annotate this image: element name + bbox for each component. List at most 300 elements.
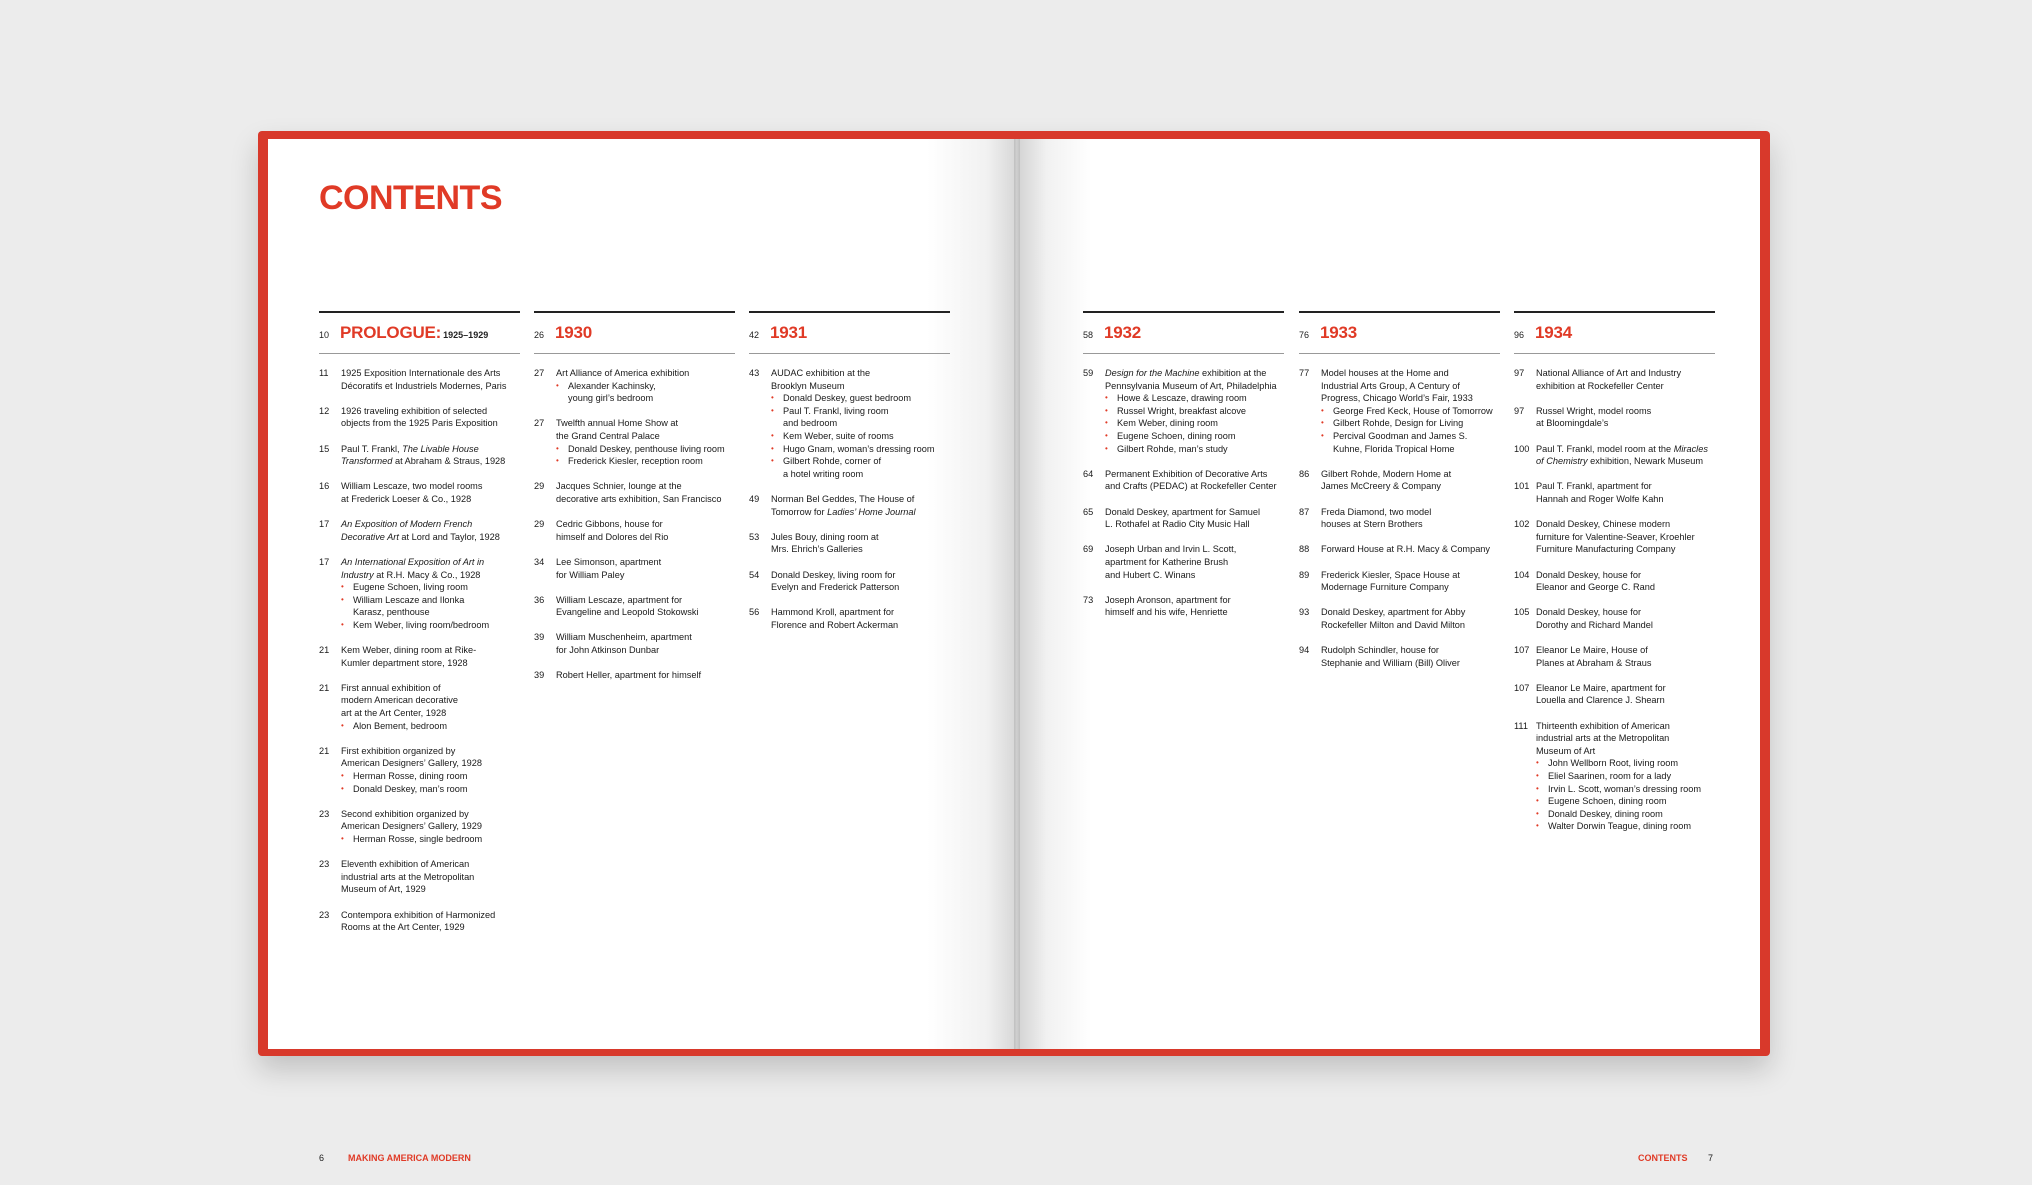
entry-line: Joseph Aronson, apartment for [1105,594,1231,605]
entry-line: Lee Simonson, apartment [556,556,662,567]
entry-text [771,606,950,631]
entry-line: First exhibition organized by [341,745,456,756]
toc-entry [1514,367,1715,392]
entry-page-number: 36 [534,594,545,605]
entry-line: Donald Deskey, apartment for Samuel [1105,506,1261,517]
section-header [1514,313,1715,354]
entry-page-number: 17 [319,519,330,530]
entry-page-number: 27 [534,368,545,378]
entry-list [1083,367,1284,619]
entry-line: National Alliance of Art and Industry [1536,368,1682,378]
entry-page-number: 97 [1514,405,1525,416]
entry-italic-title: Ladies’ Home Journal [827,506,916,517]
section-header [534,313,735,354]
entry-sub-item: • Alon Bement, bedroom [341,720,520,733]
entry-line: Forward House at R.H. Macy & Company [1321,544,1491,555]
toc-entry [1514,480,1715,505]
toc-entry [319,644,520,669]
entry-line: industrial arts at the Metropolitan [1536,733,1670,744]
entry-text [1536,569,1715,594]
toc-column-1932 [1083,311,1284,631]
toc-entry [1083,543,1284,581]
entry-italic-title: An International Exposition of Art in [341,556,485,567]
entry-page-number: 43 [749,368,760,378]
entry-line: Contempora exhibition of Harmonized [341,909,496,920]
right-running-title: CONTENTS [1638,1153,1688,1163]
entry-text [556,631,735,656]
entry-page-number: 56 [749,607,760,618]
entry-italic-title: Decorative Art [341,531,399,542]
entry-line: Twelfth annual Home Show at [556,418,679,429]
toc-entry [1514,569,1715,594]
entry-line: William Lescaze, two model rooms [341,481,483,492]
entry-sub-item: • William Lescaze and Ilonka [341,594,520,607]
entry-text [1105,367,1284,455]
entry-line: himself and Dolores del Rio [556,531,669,542]
entry-sub-item: • Walter Dorwin Teague, dining room [1536,820,1715,833]
entry-page-number: 65 [1083,506,1094,517]
entry-line: AUDAC exhibition at the [771,368,871,378]
toc-entry [749,531,950,556]
entry-text [341,556,520,632]
entry-line: Eleanor Le Maire, House of [1536,645,1648,656]
entry-page-number: 39 [534,632,545,643]
entry-text [1105,594,1284,619]
entry-page-number: 64 [1083,468,1094,479]
entry-text [341,745,520,795]
entry-sub-item: • Donald Deskey, penthouse living room [556,443,735,456]
entry-line [1536,443,1715,456]
entry-line: Museum of Art, 1929 [341,884,426,895]
entry-line: William Muschenheim, apartment [556,632,692,643]
toc-column-prologue [319,311,520,946]
entry-line: Eleventh exhibition of American [341,859,470,870]
entry-text [341,858,520,896]
entry-text [771,531,950,556]
entry-line: Rockefeller Milton and David Milton [1321,619,1465,630]
toc-entry [534,518,735,543]
entry-line: for John Atkinson Dunbar [556,645,660,656]
entry-text [1536,518,1715,556]
entry-line: exhibition at Rockefeller Center [1536,380,1664,391]
toc-entry [1083,594,1284,619]
toc-entry [1083,506,1284,531]
entry-text [1536,606,1715,631]
entry-page-number: 23 [319,808,330,819]
entry-text [1321,569,1500,594]
entry-sub-item: • Frederick Kiesler, reception room [556,455,735,468]
entry-line: Brooklyn Museum [771,380,845,391]
entry-page-number: 39 [534,670,545,681]
entry-sub-item: • Eugene Schoen, dining room [1105,430,1284,443]
entry-sub-item: • Kem Weber, dining room [1105,417,1284,430]
entry-line: Donald Deskey, house for [1536,569,1642,580]
toc-entry [1299,506,1500,531]
entry-text [1536,443,1715,468]
book-spine-shadow [1014,139,1020,1049]
entry-line: Norman Bel Geddes, The House of [771,493,915,504]
entry-page-number: 16 [319,481,330,492]
entry-text [1105,506,1284,531]
entry-line: for William Paley [556,569,625,580]
entry-sub-item: • Eliel Saarinen, room for a lady [1536,770,1715,783]
section-title: 1932 [1104,323,1142,342]
entry-line: Modernage Furniture Company [1321,582,1449,593]
entry-line [341,443,520,456]
entry-line: Permanent Exhibition of Decorative Arts [1105,468,1268,479]
section-title: 1930 [555,323,593,342]
entry-line: Industrial Arts Group, A Century of [1321,380,1460,391]
entry-sub-item: • Alexander Kachinsky, [556,380,735,393]
toc-entry [1083,468,1284,493]
toc-entry [1299,606,1500,631]
entry-line: Stephanie and William (Bill) Oliver [1321,657,1460,668]
entry-text [556,518,735,543]
section-page-number: 26 [534,329,545,340]
toc-entry [1514,606,1715,631]
entry-page-number: 107 [1514,682,1530,693]
entry-line: Gilbert Rohde, Modern Home at [1321,468,1452,479]
toc-entry [749,493,950,518]
entry-line: objects from the 1925 Paris Exposition [341,418,498,429]
entry-line [341,569,520,582]
entry-sub-item: • Paul T. Frankl, living room [771,405,950,418]
toc-entry [1083,367,1284,455]
entry-line: Progress, Chicago World’s Fair, 1933 [1321,393,1473,404]
toc-column-1933 [1299,311,1500,682]
entry-text [556,669,735,682]
entry-text [1536,682,1715,707]
toc-entry [319,858,520,896]
entry-text-part: Tomorrow for [771,506,828,517]
toc-entry [1299,569,1500,594]
entry-line [341,518,520,531]
entry-line: art at the Art Center, 1928 [341,708,447,719]
entry-text [556,556,735,581]
toc-entry [534,669,735,682]
toc-entry [1514,720,1715,833]
entry-line: First annual exhibition of [341,682,441,693]
entry-text-part: at Abraham & Straus, 1928 [392,456,506,467]
entry-sub-item: • Gilbert Rohde, man’s study [1105,443,1284,456]
entry-italic-title: Design for the Machine [1105,368,1200,378]
entry-line: American Designers’ Gallery, 1929 [341,821,482,832]
entry-text [1321,644,1500,669]
entry-line: Hammond Kroll, apartment for [771,607,895,618]
toc-entry [319,443,520,468]
entry-text [771,493,950,518]
toc-entry [534,417,735,467]
entry-line: and Hubert C. Winans [1105,569,1196,580]
entry-page-number: 93 [1299,607,1310,618]
section-header [749,313,950,354]
entry-list [749,367,950,631]
entry-text [341,480,520,505]
toc-entry [319,367,520,392]
toc-entry [319,556,520,632]
toc-column-1931 [749,311,950,644]
toc-entry [534,556,735,581]
entry-text [341,909,520,934]
entry-page-number: 29 [534,481,545,492]
entry-line: Jacques Schnier, lounge at the [556,481,682,492]
section-header [1083,313,1284,354]
entry-line [1105,367,1284,380]
entry-line: Décoratifs et Industriels Modernes, Paris [341,380,507,391]
entry-text [556,367,735,405]
entry-line: L. Rothafel at Radio City Music Hall [1105,519,1250,530]
entry-line: Eleanor and George C. Rand [1536,582,1656,593]
entry-page-number: 49 [749,493,760,504]
entry-text [556,417,735,467]
entry-line: the Grand Central Palace [556,430,660,441]
toc-entry [534,631,735,656]
entry-text [771,569,950,594]
section-title: 1934 [1535,323,1573,342]
entry-line: apartment for Katherine Brush [1105,556,1229,567]
entry-italic-title: of Chemistry [1536,456,1588,467]
entry-line: industrial arts at the Metropolitan [341,871,475,882]
entry-line: Art Alliance of America exhibition [556,368,690,378]
entry-sub-item: • John Wellborn Root, living room [1536,757,1715,770]
entry-text [341,682,520,732]
entry-line: houses at Stern Brothers [1321,519,1423,530]
entry-page-number: 21 [319,745,330,756]
entry-page-number: 111 [1514,720,1528,731]
entry-sub-item: • Donald Deskey, man’s room [341,783,520,796]
entry-line: Eleanor Le Maire, apartment for [1536,682,1666,693]
toc-entry [319,480,520,505]
toc-entry [749,569,950,594]
entry-page-number: 77 [1299,368,1310,378]
entry-line: Donald Deskey, Chinese modern [1536,519,1671,530]
section-header [319,313,520,354]
toc-entry [1514,443,1715,468]
entry-sub-item: • Russel Wright, breakfast alcove [1105,405,1284,418]
entry-text [341,808,520,846]
left-page-number: 6 [319,1153,325,1163]
entry-sub-item: • Herman Rosse, dining room [341,770,520,783]
entry-page-number: 88 [1299,544,1310,555]
entry-line: Donald Deskey, house for [1536,607,1642,618]
entry-page-number: 12 [319,405,330,416]
section-title: 1931 [770,323,808,342]
entry-line: Florence and Robert Ackerman [771,619,899,630]
entry-sub-item: • Donald Deskey, dining room [1536,808,1715,821]
entry-line: himself and his wife, Henriette [1105,607,1228,618]
entry-text [341,443,520,468]
toc-entry [319,405,520,430]
entry-page-number: 27 [534,418,545,429]
toc-entry [319,682,520,732]
entry-list [319,367,520,934]
entry-page-number: 53 [749,531,760,542]
entry-text [1536,720,1715,833]
entry-text [341,367,520,392]
toc-entry [749,367,950,480]
entry-text-part: at Lord and Taylor, 1928 [398,531,500,542]
entry-line: and Crafts (PEDAC) at Rockefeller Center [1105,481,1277,492]
entry-sub-item-continued: Kuhne, Florida Tropical Home [1333,443,1455,454]
entry-line: Pennsylvania Museum of Art, Philadelphia [1105,380,1277,391]
entry-text [1321,543,1500,556]
entry-text-part: exhibition, Newark Museum [1587,456,1703,467]
section-title: 1933 [1320,323,1358,342]
entry-page-number: 97 [1514,368,1525,378]
entry-line: Hannah and Roger Wolfe Kahn [1536,493,1664,504]
entry-sub-item: • Eugene Schoen, dining room [1536,795,1715,808]
entry-line: Kumler department store, 1928 [341,657,468,668]
entry-line: at Bloomingdale’s [1536,418,1609,429]
toc-entry [319,745,520,795]
entry-sub-item: • Donald Deskey, guest bedroom [771,392,950,405]
entry-sub-item: • Hugo Gnam, woman’s dressing room [771,443,950,456]
entry-sub-item: • Irvin L. Scott, woman’s dressing room [1536,783,1715,796]
left-page [268,139,1017,1163]
toc-entry [534,480,735,505]
section-page-number: 10 [319,329,330,340]
entry-line [1536,455,1715,468]
entry-line [341,556,520,569]
section-subtitle: 1925–1929 [443,330,489,340]
entry-line: William Lescaze, apartment for [556,594,683,605]
entry-line: Museum of Art [1536,745,1596,756]
entry-line: 1925 Exposition Internationale des Arts [341,368,501,378]
section-page-number: 42 [749,329,760,340]
entry-sub-item-continued: a hotel writing room [783,468,864,479]
toc-entry [749,606,950,631]
entry-text [556,480,735,505]
entry-sub-item-continued: and bedroom [783,418,838,429]
toc-entry [1299,543,1500,556]
entry-text [1536,480,1715,505]
left-running-title: MAKING AMERICA MODERN [348,1153,471,1163]
entry-text-part: at R.H. Macy & Co., 1928 [373,569,481,580]
entry-italic-title: An Exposition of Modern French [341,519,473,530]
entry-sub-item-continued: Karasz, penthouse [353,607,430,618]
entry-line: at Frederick Loeser & Co., 1928 [341,493,472,504]
entry-sub-item: • Kem Weber, suite of rooms [771,430,950,443]
entry-line [341,455,520,468]
entry-page-number: 107 [1514,645,1530,656]
entry-italic-title: The Livable House [402,443,479,454]
entry-text [771,367,950,480]
entry-page-number: 34 [534,556,545,567]
entry-italic-title: Transformed [341,456,393,467]
entry-line: Planes at Abraham & Straus [1536,657,1652,668]
entry-line: Rooms at the Art Center, 1929 [341,922,465,933]
entry-text [1536,644,1715,669]
entry-text [556,594,735,619]
toc-entry [1299,644,1500,669]
right-page [1017,139,1760,1163]
entry-text [1321,606,1500,631]
right-page-number: 7 [1708,1153,1714,1163]
entry-text-part: Paul T. Frankl, [341,443,403,454]
entry-sub-item: • Percival Goodman and James S. [1321,430,1500,443]
entry-sub-item: • George Fred Keck, House of Tomorrow [1321,405,1500,418]
entry-italic-title: Industry [341,569,374,580]
entry-page-number: 54 [749,569,760,580]
entry-page-number: 21 [319,645,330,656]
entry-line: Donald Deskey, living room for [771,569,896,580]
entry-page-number: 15 [319,443,330,454]
toc-entry [1514,518,1715,556]
entry-page-number: 11 [319,368,329,378]
entry-line: Joseph Urban and Irvin L. Scott, [1105,544,1237,555]
entry-page-number: 86 [1299,468,1310,479]
entry-line: Furniture Manufacturing Company [1536,544,1676,555]
entry-sub-item: • Eugene Schoen, living room [341,581,520,594]
toc-entry [1514,644,1715,669]
entry-text [1536,405,1715,430]
toc-entry [1299,367,1500,455]
entry-line: James McCreery & Company [1321,481,1441,492]
entry-sub-item: • Howe & Lescaze, drawing room [1105,392,1284,405]
entry-page-number: 23 [319,909,330,920]
entry-line: Model houses at the Home and [1321,368,1449,378]
entry-page-number: 105 [1514,607,1530,618]
entry-list [1299,367,1500,669]
entry-line: Mrs. Ehrich’s Galleries [771,544,863,555]
entry-line [771,506,950,519]
entry-line: Rudolph Schindler, house for [1321,645,1439,656]
toc-column-1930 [534,311,735,694]
entry-text [341,644,520,669]
entry-text [1321,367,1500,455]
entry-page-number: 94 [1299,645,1310,656]
entry-page-number: 104 [1514,569,1530,580]
entry-sub-item: • Kem Weber, living room/bedroom [341,619,520,632]
entry-line: Freda Diamond, two model [1321,506,1432,517]
toc-entry [1514,405,1715,430]
entry-line: Dorothy and Richard Mandel [1536,619,1653,630]
section-page-number: 96 [1514,329,1525,340]
toc-entry [1299,468,1500,493]
entry-line: Russel Wright, model rooms [1536,405,1652,416]
entry-line: Jules Bouy, dining room at [771,531,879,542]
toc-column-1934 [1514,311,1715,846]
entry-page-number: 100 [1514,443,1530,454]
toc-entry [534,367,735,405]
entry-text-part: Paul T. Frankl, model room at the [1536,443,1674,454]
toc-entry [534,594,735,619]
entry-page-number: 29 [534,519,545,530]
entry-line: American Designers’ Gallery, 1928 [341,758,482,769]
entry-line: decorative arts exhibition, San Francisco [556,493,722,504]
section-page-number: 76 [1299,329,1310,340]
entry-list [1514,367,1715,833]
entry-text [1105,543,1284,581]
entry-page-number: 73 [1083,594,1094,605]
entry-text-part: exhibition at the [1199,368,1267,378]
toc-entry [319,909,520,934]
entry-line: Frederick Kiesler, Space House at [1321,569,1460,580]
entry-page-number: 101 [1514,481,1530,492]
entry-line: Robert Heller, apartment for himself [556,670,702,681]
entry-italic-title: Miracles [1673,443,1708,454]
entry-line: Thirteenth exhibition of American [1536,720,1670,731]
toc-entry [319,518,520,543]
entry-line: Second exhibition organized by [341,808,469,819]
entry-line [341,531,520,544]
entry-line: Cedric Gibbons, house for [556,519,663,530]
entry-page-number: 17 [319,556,330,567]
entry-sub-item-continued: young girl’s bedroom [568,393,654,404]
toc-entry [319,808,520,846]
section-page-number: 58 [1083,329,1094,340]
section-title: PROLOGUE: [340,323,442,342]
